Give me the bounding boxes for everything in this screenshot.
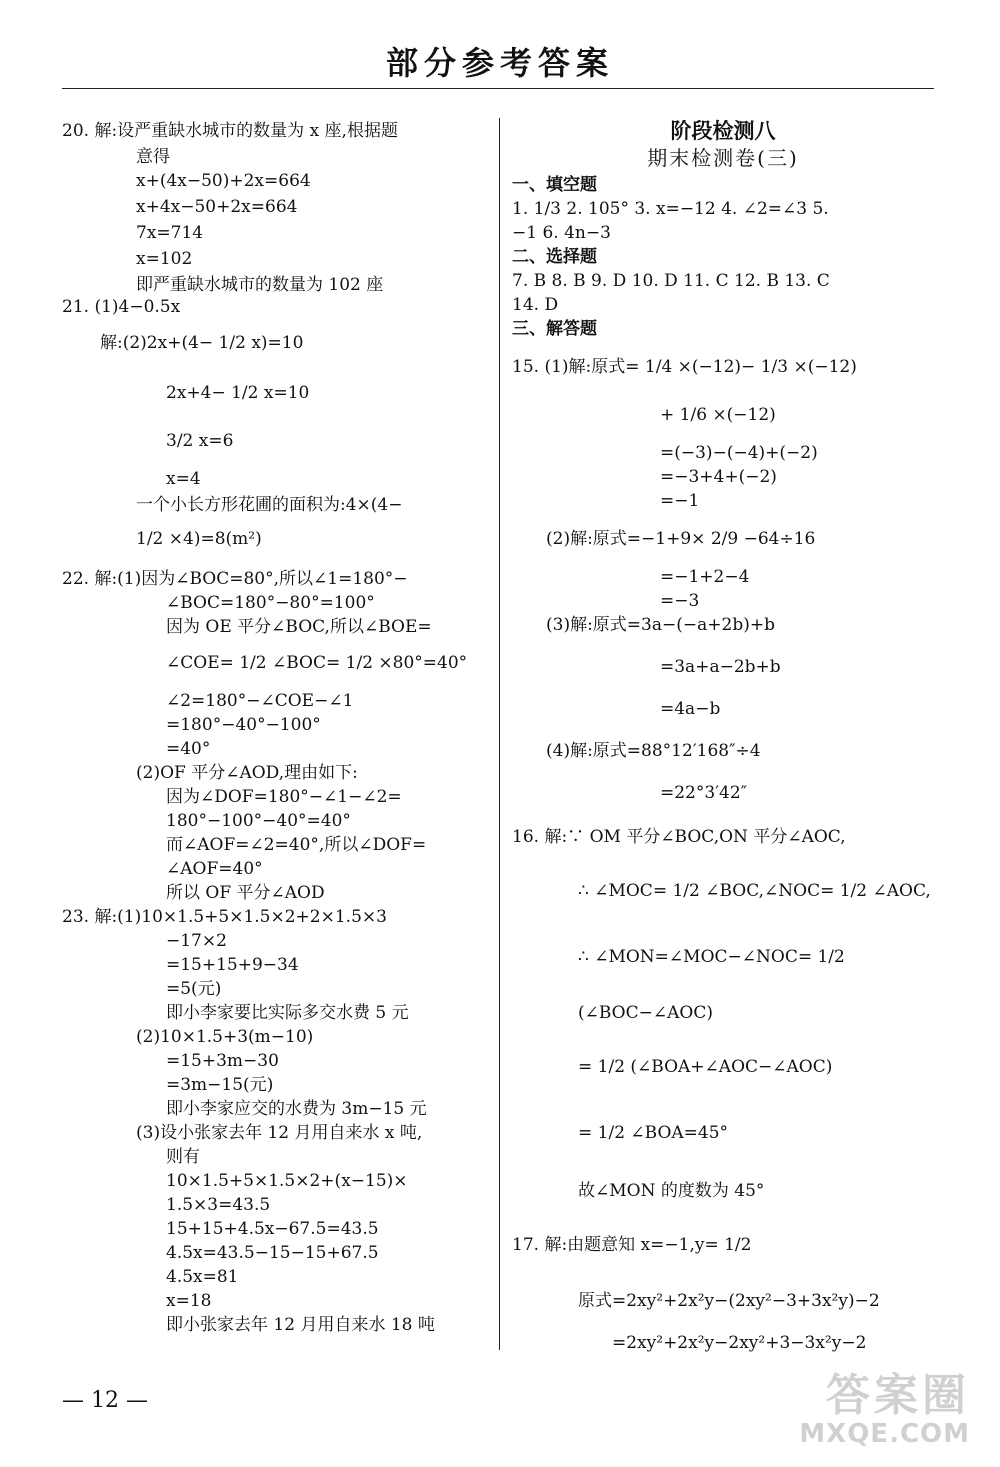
text-line: =15+3m−30 <box>166 1051 279 1071</box>
text-line: ∴ ∠MOC= 1/2 ∠BOC,∠NOC= 1/2 ∠AOC, <box>578 881 931 901</box>
text-line: 15+15+4.5x−67.5=43.5 <box>166 1219 379 1239</box>
text-line: =3m−15(元) <box>166 1075 274 1095</box>
text-line: 4.5x=43.5−15−15+67.5 <box>166 1243 379 1263</box>
text-line: 7. B 8. B 9. D 10. D 11. C 12. B 13. C <box>512 271 830 291</box>
text-line: 7x=714 <box>136 223 204 243</box>
text-line: =−1 <box>660 491 700 511</box>
text-line: 21. (1)4−0.5x <box>62 297 181 317</box>
text-line: 则有 <box>166 1147 200 1167</box>
text-line: =(−3)−(−4)+(−2) <box>660 443 818 463</box>
text-line: =3a+a−2b+b <box>660 657 781 677</box>
text-line: 180°−100°−40°=40° <box>166 811 351 831</box>
text-line: 23. 解:(1)10×1.5+5×1.5×2+2×1.5×3 <box>62 907 387 927</box>
text-line: = 1/2 ∠BOA=45° <box>578 1123 729 1143</box>
text-line: x=4 <box>166 469 201 489</box>
text-line: =5(元) <box>166 979 222 999</box>
text-line: x=102 <box>136 249 193 269</box>
text-line: ∴ ∠MON=∠MOC−∠NOC= 1/2 <box>578 947 845 967</box>
watermark-top: 答案圈 <box>826 1370 970 1421</box>
text-line: x+(4x−50)+2x=664 <box>136 171 311 191</box>
text-line: = 1/2 (∠BOA+∠AOC−∠AOC) <box>578 1057 833 1077</box>
text-line: =−1+2−4 <box>660 567 750 587</box>
text-line: 3/2 x=6 <box>166 431 234 451</box>
text-line: =40° <box>166 739 211 759</box>
text-line: 三、解答题 <box>512 319 597 339</box>
text-line: x=18 <box>166 1291 212 1311</box>
text-line: ∠BOC=180°−80°=100° <box>166 593 375 613</box>
text-line: (4)解:原式=88°12′168″÷4 <box>546 741 761 761</box>
text-line: −1 6. 4n−3 <box>512 223 611 243</box>
text-line: 即小李家应交的水费为 3m−15 元 <box>166 1099 427 1119</box>
text-line: 1.5×3=43.5 <box>166 1195 271 1215</box>
text-line: 解:(2)2x+(4− 1/2 x)=10 <box>100 333 304 353</box>
text-line: x+4x−50+2x=664 <box>136 197 298 217</box>
text-line: =2xy²+2x²y−2xy²+3−3x²y−2 <box>612 1333 867 1353</box>
text-line: 即小李家要比实际多交水费 5 元 <box>166 1003 409 1023</box>
watermark <box>799 1370 970 1449</box>
section-subtitle: 期末检测卷(三) <box>647 146 799 170</box>
text-line: =22°3′42″ <box>660 783 748 803</box>
text-line: 因为∠DOF=180°−∠1−∠2= <box>166 787 402 807</box>
text-line: 故∠MON 的度数为 45° <box>578 1181 765 1201</box>
text-line: 因为 OE 平分∠BOC,所以∠BOE= <box>166 617 432 637</box>
page-title: 部分参考答案 <box>385 44 614 82</box>
text-line: ∠COE= 1/2 ∠BOC= 1/2 ×80°=40° <box>166 653 468 673</box>
text-line: (3)解:原式=3a−(−a+2b)+b <box>546 615 775 635</box>
text-line: 意得 <box>136 147 170 167</box>
text-line: 15. (1)解:原式= 1/4 ×(−12)− 1/3 ×(−12) <box>512 357 857 377</box>
text-line: 即严重缺水城市的数量为 102 座 <box>136 275 384 295</box>
text-line: =15+15+9−34 <box>166 955 299 975</box>
text-line: + 1/6 ×(−12) <box>660 405 776 425</box>
text-line: 一个小长方形花圃的面积为:4×(4− <box>136 495 403 515</box>
text-line: 1. 1/3 2. 105° 3. x=−12 4. ∠2=∠3 5. <box>512 199 829 219</box>
text-line: 2x+4− 1/2 x=10 <box>166 383 310 403</box>
text-line: 而∠AOF=∠2=40°,所以∠DOF= <box>166 835 427 855</box>
text-line: (3)设小张家去年 12 月用自来水 x 吨, <box>136 1123 423 1143</box>
text-line: 一、填空题 <box>512 175 597 195</box>
text-line: ∠AOF=40° <box>166 859 263 879</box>
text-line: −17×2 <box>166 931 227 951</box>
text-line: ∠2=180°−∠COE−∠1 <box>166 691 354 711</box>
text-line: 10×1.5+5×1.5×2+(x−15)× <box>166 1171 408 1191</box>
text-line: 17. 解:由题意知 x=−1,y= 1/2 <box>512 1235 752 1255</box>
text-line: 原式=2xy²+2x²y−(2xy²−3+3x²y)−2 <box>578 1291 880 1311</box>
text-line: =−3+4+(−2) <box>660 467 777 487</box>
text-line: (2)10×1.5+3(m−10) <box>136 1027 314 1047</box>
watermark-bottom: MXQE.COM <box>799 1419 970 1449</box>
text-line: 20. 解:设严重缺水城市的数量为 x 座,根据题 <box>62 121 398 141</box>
text-line: 14. D <box>512 295 559 315</box>
text-line: 4.5x=81 <box>166 1267 239 1287</box>
text-line: 所以 OF 平分∠AOD <box>166 883 325 903</box>
text-line: 1/2 ×4)=8(m²) <box>136 529 262 549</box>
text-line: =4a−b <box>660 699 721 719</box>
text-line: (2)解:原式=−1+9× 2/9 −64÷16 <box>546 529 816 549</box>
section-title: 阶段检测八 <box>670 119 776 143</box>
page-number: — 12 — <box>62 1388 148 1413</box>
text-line: (2)OF 平分∠AOD,理由如下: <box>136 763 358 783</box>
text-line: (∠BOC−∠AOC) <box>578 1003 713 1023</box>
text-line: =−3 <box>660 591 700 611</box>
text-line: 16. 解:∵ OM 平分∠BOC,ON 平分∠AOC, <box>512 827 846 847</box>
text-line: 二、选择题 <box>512 247 597 267</box>
text-line: 即小张家去年 12 月用自来水 18 吨 <box>166 1315 435 1335</box>
text-line: =180°−40°−100° <box>166 715 321 735</box>
text-line: 22. 解:(1)因为∠BOC=80°,所以∠1=180°− <box>62 569 408 589</box>
